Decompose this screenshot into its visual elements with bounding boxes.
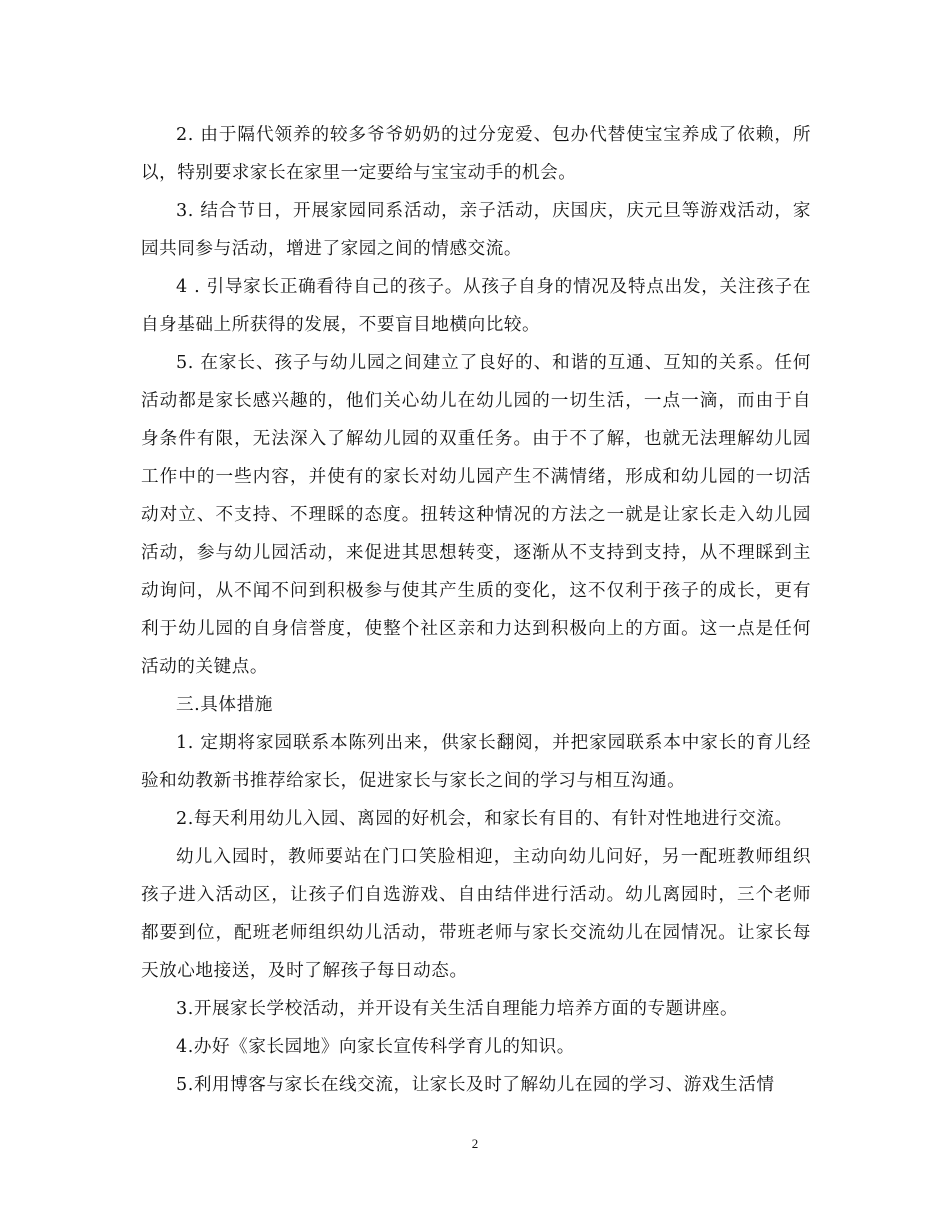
section-heading-measures: 三.具体措施 <box>176 695 273 715</box>
measure-item-4: 4.办好《家长园地》向家长宣传科学育儿的知识。 <box>176 1037 575 1057</box>
paragraph-item-5: 5. 在家长、孩子与幼儿园之间建立了良好的、和谐的互通、互知的关系。任何活动都是家长感兴趣的，他们关心幼儿在幼儿园的一切生活，一点一滴，而由于自身条件有限，无法深入了解幼儿园的双重任务。由于不了解，也就无法理解幼儿园工作中的一些内容，并使有的家长对幼儿园产生不满情绪，形成和幼儿园的一切活动对立、不支持、不理睬的态度。扭转这种情况的方法之一就是让家长走入幼儿园活动，参与幼儿园活动，来促进其思想转变，逐渐从不支持到支持，从不理睬到主动询问，从不闻不问到积极参与使其产生质的变化，这不仅利于孩子的成长，更有利于幼儿园的自身信誉度，使整个社区亲和力达到积极向上的方面。这一点是任何活动的关键点。 <box>141 353 811 677</box>
measure-item-1: 1. 定期将家园联系本陈列出来，供家长翻阅，并把家园联系本中家长的育儿经验和幼教新书推荐给家长，促进家长与家长之间的学习与相互沟通。 <box>141 733 811 791</box>
paragraph-item-3: 3. 结合节日，开展家园同系活动，亲子活动，庆国庆，庆元旦等游戏活动，家园共同参与活动，增进了家园之间的情感交流。 <box>141 201 811 259</box>
paragraph-item-4: 4 . 引导家长正确看待自己的孩子。从孩子自身的情况及特点出发，关注孩子在自身基础上所获得的发展，不要盲目地横向比较。 <box>141 277 811 335</box>
measure-item-5: 5.利用博客与家长在线交流，让家长及时了解幼儿在园的学习、游戏生活情 <box>176 1075 775 1095</box>
document-body <box>141 116 811 1104</box>
measure-item-3: 3.开展家长学校活动，并开设有关生活自理能力培养方面的专题讲座。 <box>176 999 739 1019</box>
measure-item-2-detail: 幼儿入园时，教师要站在门口笑脸相迎，主动向幼儿问好，另一配班教师组织孩子进入活动区，让孩子们自选游戏、自由结伴进行活动。幼儿离园时，三个老师都要到位，配班老师组织幼儿活动，带班老师与家长交流幼儿在园情况。让家长每天放心地接送，及时了解孩子每日动态。 <box>141 847 811 981</box>
page-number: 2 <box>471 1136 479 1151</box>
measure-item-2: 2.每天利用幼儿入园、离园的好机会，和家长有目的、有针对性地进行交流。 <box>176 809 793 829</box>
paragraph-item-2: 2. 由于隔代领养的较多爷爷奶奶的过分宠爱、包办代替使宝宝养成了依赖，所以，特别要求家长在家里一定要给与宝宝动手的机会。 <box>141 125 811 183</box>
